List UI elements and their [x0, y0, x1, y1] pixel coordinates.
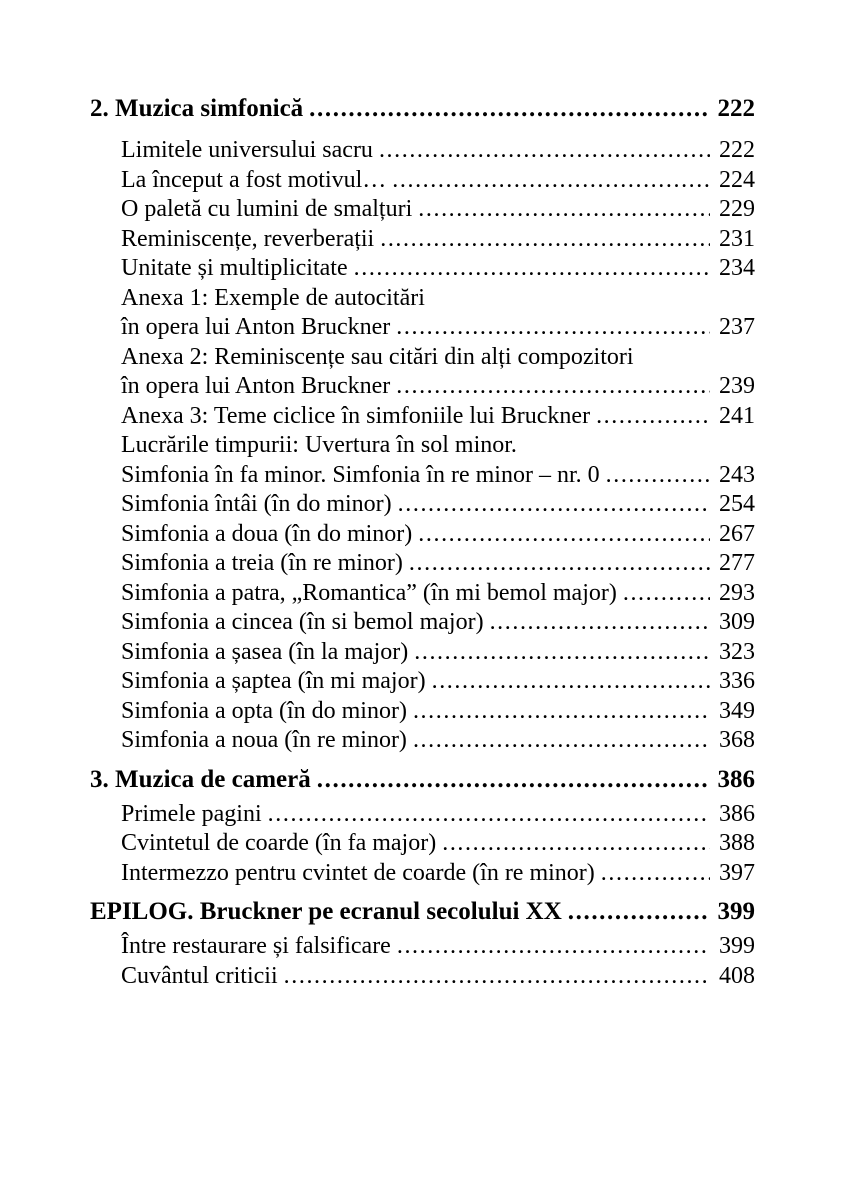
toc-entry-page: 349: [719, 697, 755, 724]
toc-entry: [90, 962, 755, 992]
toc-entry-label: Lucrările timpurii: Uvertura în sol minor.: [121, 432, 517, 458]
dot-leader: [442, 829, 710, 859]
dot-leader: [623, 579, 710, 609]
toc-entry: [90, 800, 755, 830]
toc-entry-page: 222: [719, 137, 755, 163]
toc-entry-label: EPILOG. Bruckner pe ecranul secolului XX: [90, 898, 562, 925]
dot-leader: [284, 962, 710, 992]
toc-entry-label: Reminiscențe, reverberații: [121, 225, 375, 252]
toc-entry-page: 243: [719, 461, 755, 488]
toc-entry-page: 386: [717, 765, 755, 793]
toc-entry-label: Simfonia a treia (în re minor): [121, 550, 403, 576]
toc-entry-page: 397: [719, 859, 755, 886]
toc-entry: [90, 431, 755, 461]
toc-entry-page: 386: [719, 800, 755, 827]
toc-entry-label: Simfonia a patra, „Romantica” (în mi bemol major): [121, 579, 617, 606]
toc-entry-page: 229: [719, 196, 755, 222]
dot-leader: [396, 313, 710, 343]
toc-entry-label: Primele pagini: [121, 800, 262, 827]
toc-entry-page: 241: [719, 402, 755, 429]
toc-entry: [90, 461, 755, 491]
toc-entry: [90, 195, 755, 225]
toc-entry-page: 323: [719, 638, 755, 665]
toc-entry-page: 237: [719, 314, 755, 340]
dot-leader: [432, 667, 710, 697]
toc-entry: [90, 93, 755, 124]
toc-entry-label: 3. Muzica de cameră: [90, 765, 311, 793]
toc-entry: [90, 579, 755, 609]
toc-entry-page: 336: [719, 668, 755, 694]
toc-entry-label: Simfonia a șasea (în la major): [121, 638, 409, 665]
toc-entry-label: Între restaurare și falsificare: [121, 933, 391, 959]
toc-entry-page: 222: [717, 95, 755, 122]
toc-entry: [90, 284, 755, 314]
toc-entry: [90, 402, 755, 432]
toc-entry-label: Simfonia a cincea (în si bemol major): [121, 609, 484, 635]
toc-entry-label: în opera lui Anton Bruckner: [121, 373, 391, 399]
toc-entry-label: 2. Muzica simfonică: [90, 95, 304, 122]
toc-entry-page: 224: [719, 166, 755, 193]
toc-list: [90, 93, 755, 991]
toc-entry-label: La început a fost motivul…: [121, 166, 387, 193]
toc-entry: [90, 490, 755, 520]
toc-entry-label: Cuvântul criticii: [121, 962, 278, 989]
dot-leader: [392, 166, 710, 196]
toc-entry-label: Anexa 2: Reminiscențe sau citări din alți compozitori: [121, 343, 634, 370]
toc-entry-label: O paletă cu lumini de smalțuri: [121, 196, 413, 222]
dot-leader: [568, 896, 710, 927]
toc-entry: [90, 166, 755, 196]
toc-entry-label: Simfonia a noua (în re minor): [121, 727, 407, 753]
dot-leader: [418, 520, 710, 550]
toc-entry-page: 234: [719, 255, 755, 281]
toc-entry: [90, 225, 755, 255]
toc-entry-page: 309: [719, 609, 755, 635]
toc-entry-page: 399: [719, 933, 755, 959]
toc-entry-label: Simfonia a șaptea (în mi major): [121, 668, 426, 694]
dot-leader: [418, 195, 710, 225]
toc-entry-page: 254: [719, 491, 755, 517]
dot-leader: [317, 764, 710, 795]
dot-leader: [413, 726, 710, 756]
toc-entry-label: Simfonia a opta (în do minor): [121, 697, 407, 724]
toc-entry-label: Cvintetul de coarde (în fa major): [121, 830, 437, 856]
toc-entry-page: 399: [717, 898, 755, 925]
toc-entry-page: 277: [719, 550, 755, 576]
toc-entry: [90, 254, 755, 284]
toc-entry-label: Simfonia întâi (în do minor): [121, 491, 392, 517]
toc-entry-page: 388: [719, 830, 755, 856]
toc-entry-page: 231: [719, 225, 755, 252]
toc-entry-page: 408: [719, 962, 755, 989]
toc-entry-label: Limitele universului sacru: [121, 137, 373, 163]
toc-entry: [90, 829, 755, 859]
toc-entry: [90, 932, 755, 962]
toc-entry-label: Intermezzo pentru cvintet de coarde (în re minor): [121, 859, 595, 886]
toc-entry-page: 239: [719, 373, 755, 399]
toc-entry-label: Simfonia a doua (în do minor): [121, 520, 413, 547]
toc-entry: [90, 136, 755, 166]
dot-leader: [354, 254, 710, 284]
toc-entry: [90, 697, 755, 727]
dot-leader: [596, 402, 710, 432]
toc-entry: [90, 896, 755, 927]
toc-entry: [90, 638, 755, 668]
toc-entry: [90, 549, 755, 579]
dot-leader: [309, 93, 710, 124]
toc-entry-label: Anexa 3: Teme ciclice în simfoniile lui Bruckner: [121, 402, 591, 429]
toc-entry-label: Anexa 1: Exemple de autocitări: [121, 284, 425, 311]
toc-entry: [90, 726, 755, 756]
dot-leader: [380, 225, 710, 255]
toc-entry: [90, 859, 755, 889]
toc-entry: [90, 372, 755, 402]
dot-leader: [397, 932, 710, 962]
dot-leader: [414, 638, 710, 668]
dot-leader: [490, 608, 710, 638]
dot-leader: [413, 697, 710, 727]
toc-entry: [90, 764, 755, 795]
toc-entry: [90, 667, 755, 697]
dot-leader: [409, 549, 710, 579]
toc-entry-page: 267: [719, 520, 755, 547]
dot-leader: [396, 372, 710, 402]
toc-entry: [90, 608, 755, 638]
toc-entry: [90, 343, 755, 373]
dot-leader: [268, 800, 710, 830]
dot-leader: [606, 461, 710, 491]
toc-entry-label: în opera lui Anton Bruckner: [121, 314, 391, 340]
toc-entry: [90, 313, 755, 343]
dot-leader: [379, 136, 710, 166]
dot-leader: [398, 490, 710, 520]
toc-entry-label: Simfonia în fa minor. Simfonia în re minor – nr. 0: [121, 461, 600, 488]
dot-leader: [601, 859, 710, 889]
toc-entry-label: Unitate și multiplicitate: [121, 255, 348, 281]
toc-entry-page: 368: [719, 727, 755, 753]
toc-entry-page: 293: [719, 579, 755, 606]
toc-entry: [90, 520, 755, 550]
